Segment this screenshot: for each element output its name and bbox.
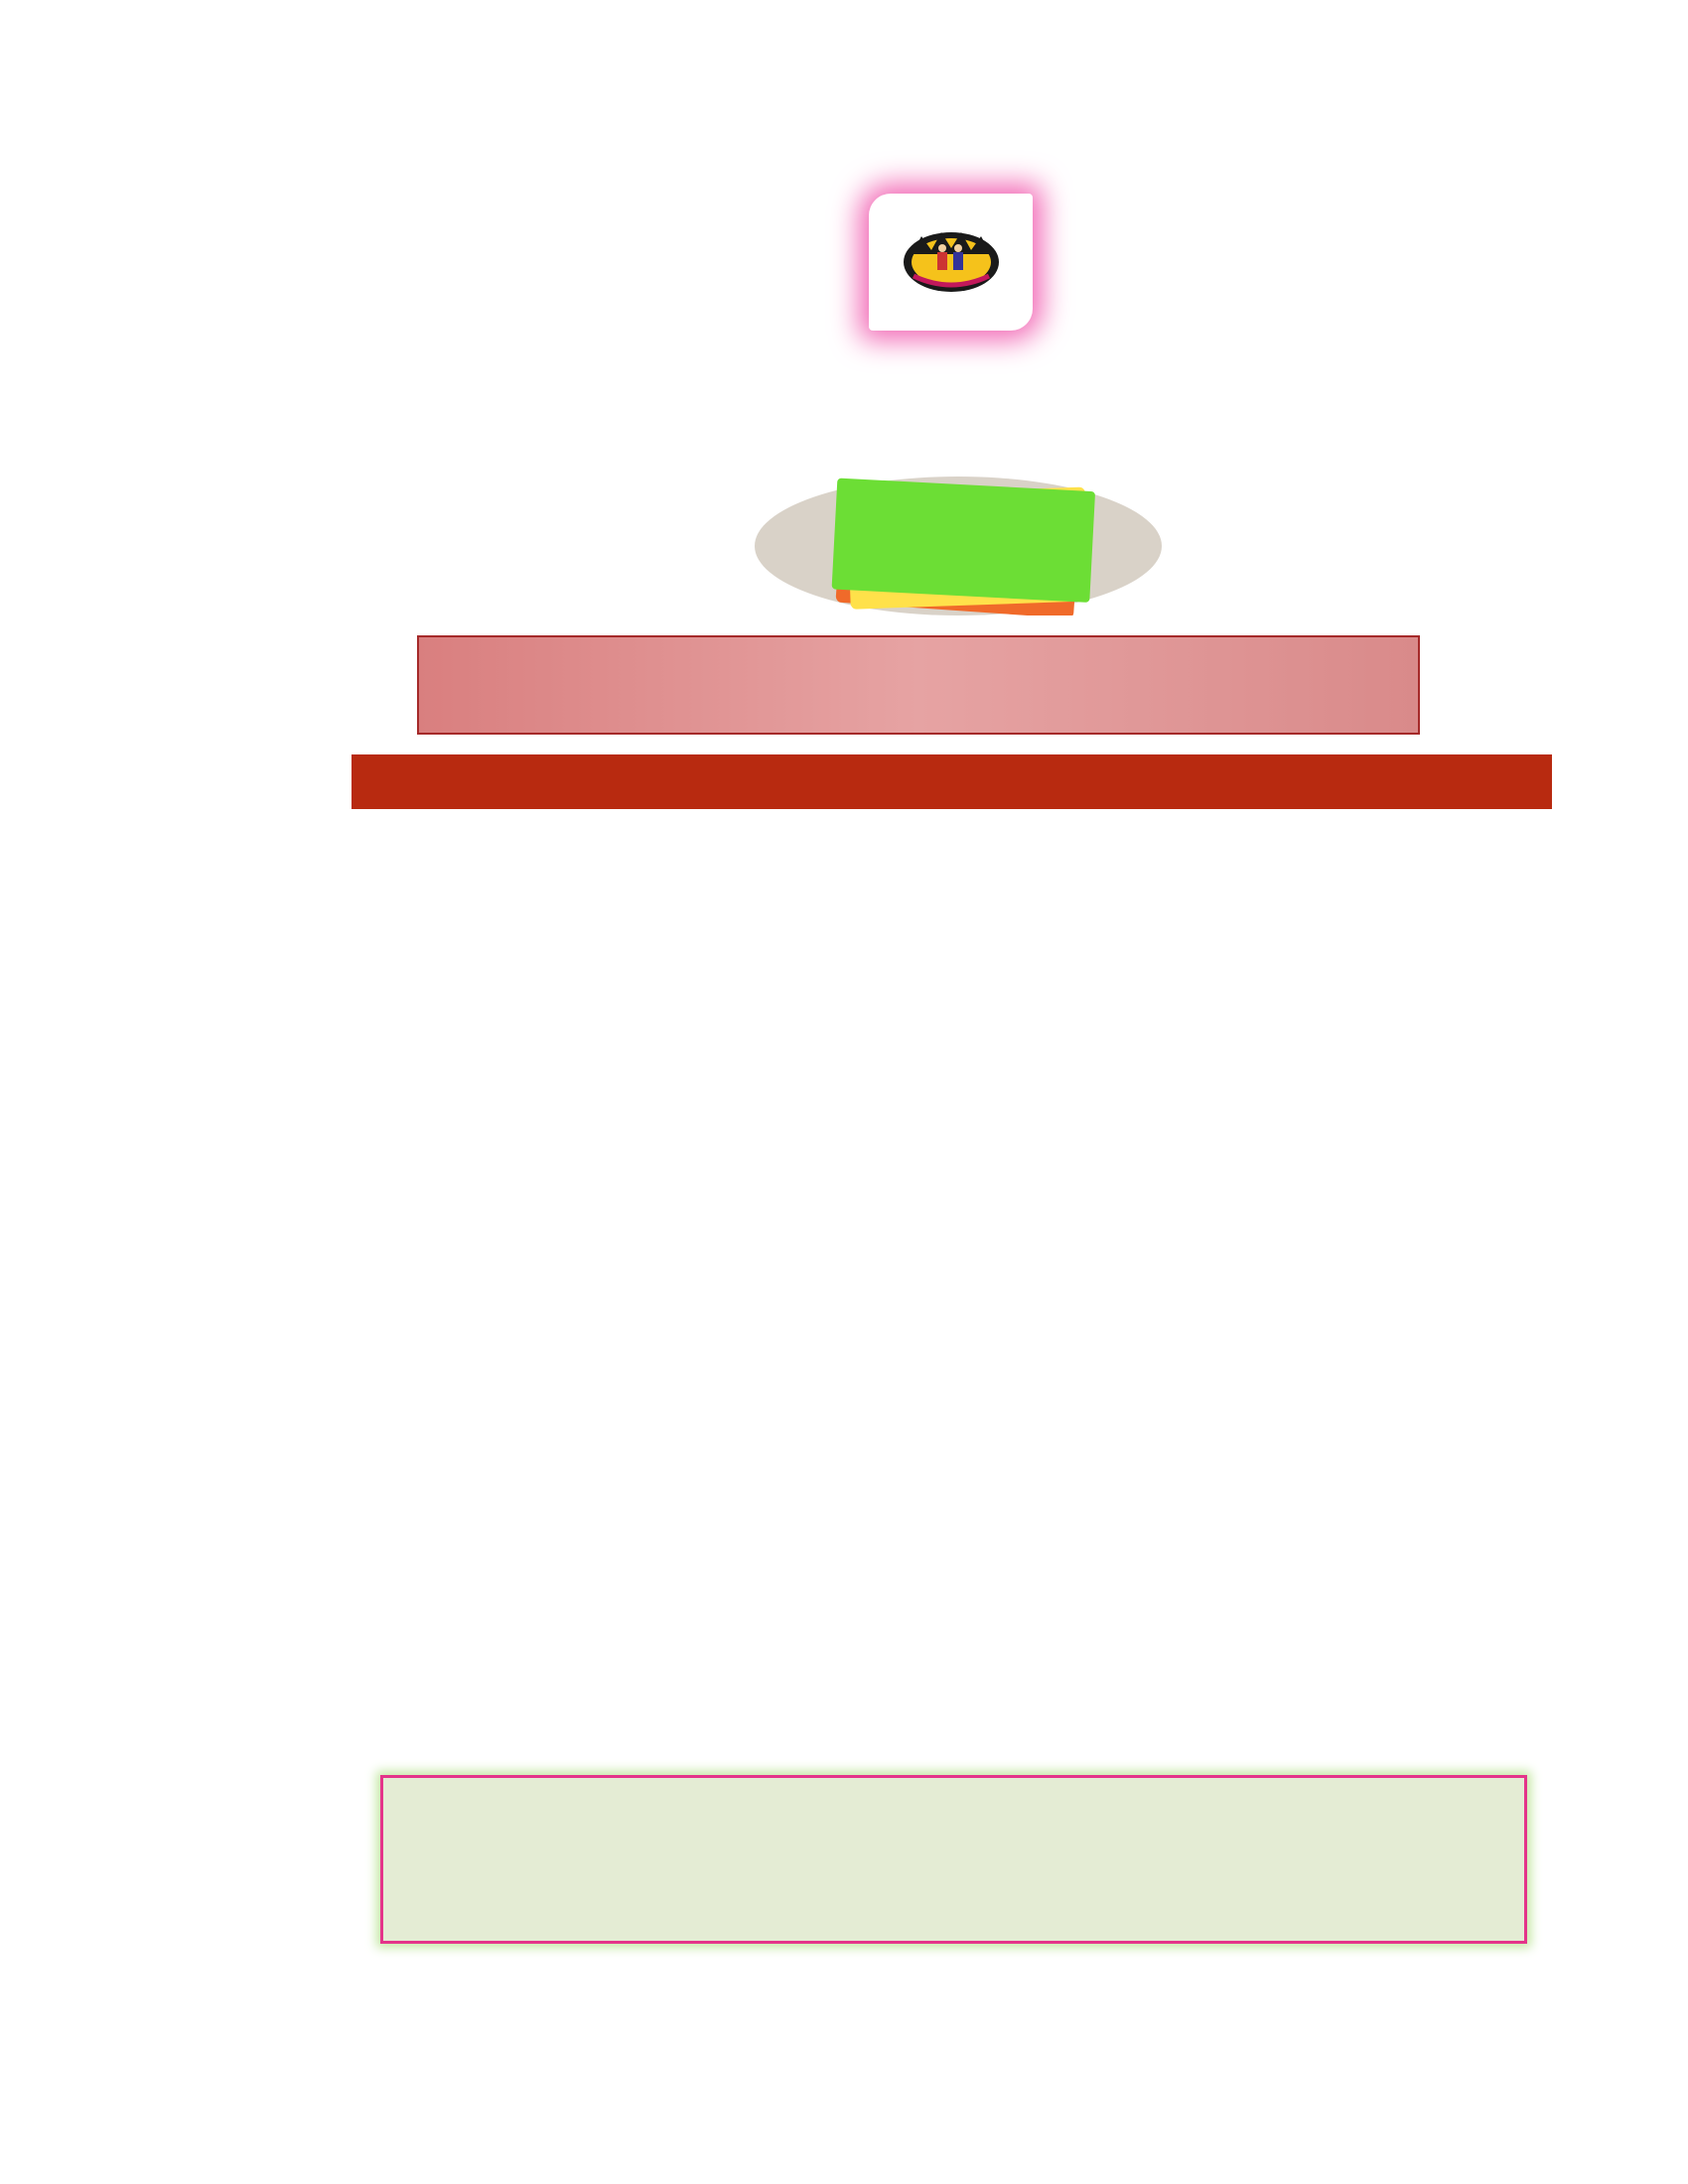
col-header-words-list (352, 755, 701, 809)
words-table (352, 754, 1552, 809)
school-crest-icon (892, 214, 1011, 310)
practice-makes-perfect-image (750, 467, 1167, 615)
col-header-read (987, 755, 1206, 809)
school-info-footer (380, 1775, 1527, 1944)
worksheet-heading (417, 635, 1420, 735)
col-header-write (1206, 755, 1552, 809)
table-header-row (352, 755, 1552, 809)
col-header-spell (701, 755, 987, 809)
school-logo (869, 194, 1033, 331)
